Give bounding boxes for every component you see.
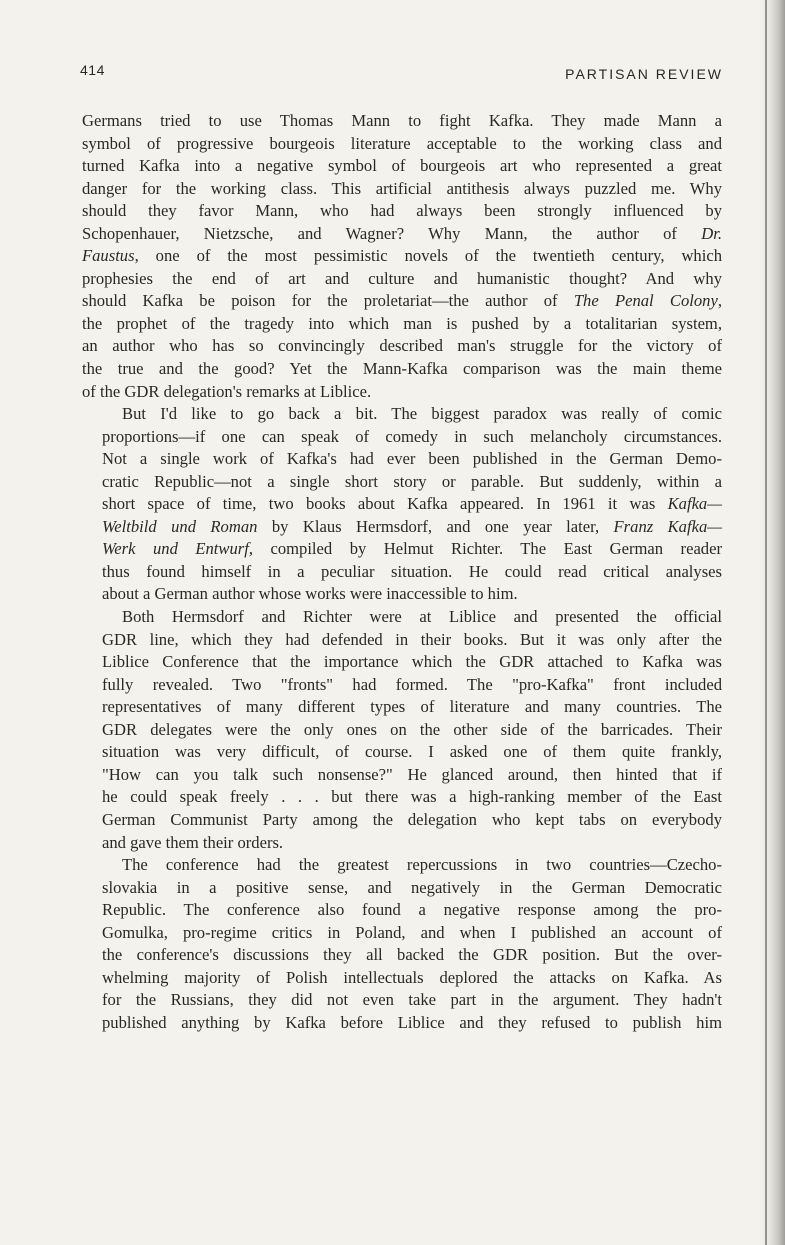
text-line: whelming majority of Polish intellectuals deplored the attacks on Kafka. As — [102, 967, 722, 987]
text-line: slovakia in a positive sense, and negatively in the German Democratic — [102, 877, 722, 897]
italic-title: Dr. — [701, 223, 722, 243]
page-header — [0, 62, 785, 84]
paragraph-1 — [82, 110, 722, 403]
text-line: symbol of progressive bourgeois literature acceptable to the working class and — [82, 133, 722, 153]
text-line: for the Russians, they did not even take part in the argument. They hadn't — [102, 990, 722, 1010]
text-line: GDR delegates were the only ones on the other side of the barricades. Their — [102, 719, 722, 739]
text-line: Werk und Entwurf, compiled by Helmut Richter. The East German reader — [102, 539, 722, 559]
page-edge-shadow — [759, 0, 785, 1245]
text-line: Germans tried to use Thomas Mann to fight Kafka. They made Mann a — [82, 111, 722, 130]
text-line: representatives of many different types of literature and many countries. The — [102, 697, 722, 717]
text-line: But I'd like to go back a bit. The biggest paradox was really of comic — [122, 404, 722, 424]
text-line: Weltbild und Roman by Klaus Hermsdorf, and one year later, Franz Kafka— — [102, 516, 722, 536]
paragraph-3 — [82, 606, 722, 854]
text-line: situation was very difficult, of course. I asked one of them quite frankly, — [102, 742, 722, 762]
text-line: The conference had the greatest repercussions in two countries—Czecho- — [122, 855, 722, 875]
text-line: Faustus, one of the most pessimistic novels of the twentieth century, which — [82, 246, 722, 266]
text-line: "How can you talk such nonsense?" He glanced around, then hinted that if — [102, 764, 722, 784]
text-line: the conference's discussions they all backed the GDR position. But the over- — [102, 945, 722, 965]
text-line: GDR line, which they had defended in their books. But it was only after the — [102, 629, 722, 649]
running-head: PARTISAN REVIEW — [565, 66, 723, 82]
text-line: Schopenhauer, Nietzsche, and Wagner? Why Mann, the author of Dr. — [82, 223, 722, 243]
italic-title: Werk und Entwurf — [102, 539, 249, 559]
page-number: 414 — [80, 62, 105, 78]
text-line: should they favor Mann, who had always been strongly influenced by — [82, 201, 722, 221]
text-line: an author who has so convincingly described man's struggle for the victory of — [82, 336, 722, 356]
text-line: danger for the working class. This artificial antithesis always puzzled me. Why — [82, 178, 722, 198]
text-line: Gomulka, pro-regime critics in Poland, and when I published an account of — [102, 922, 722, 942]
text-line: of the GDR delegation's remarks at Liblice. — [82, 381, 372, 401]
binding-edge-line — [765, 0, 767, 1245]
text-line: short space of time, two books about Kafka appeared. In 1961 it was Kafka— — [102, 494, 722, 514]
italic-title: Kafka— — [667, 494, 722, 514]
italic-title: Faustus — [82, 246, 135, 266]
italic-title: The Penal Colony — [573, 291, 718, 311]
text-line: the prophet of the tragedy into which man is pushed by a totalitarian system, — [82, 313, 722, 333]
paragraph-4 — [82, 854, 722, 1034]
text-line: fully revealed. Two "fronts" had formed. The "pro-Kafka" front included — [102, 674, 722, 694]
text-line: German Communist Party among the delegation who kept tabs on everybody — [102, 809, 722, 829]
paragraph-2 — [82, 403, 722, 606]
text-line: turned Kafka into a negative symbol of bourgeois art who represented a great — [82, 156, 722, 176]
text-line: prophesies the end of art and culture and humanistic thought? And why — [82, 268, 722, 288]
text-line: Liblice Conference that the importance which the GDR attached to Kafka was — [102, 652, 722, 672]
text-line: Not a single work of Kafka's had ever been published in the German Demo- — [102, 449, 722, 469]
text-line: thus found himself in a peculiar situation. He could read critical analyses — [102, 561, 722, 581]
text-line: Both Hermsdorf and Richter were at Liblice and presented the official — [122, 607, 722, 627]
text-line: Republic. The conference also found a negative response among the pro- — [102, 900, 722, 920]
italic-title: Weltbild und Roman — [102, 516, 258, 536]
text-line: should Kafka be poison for the proletariat—the author of The Penal Colony, — [82, 291, 722, 311]
text-line: he could speak freely . . . but there was a high-ranking member of the East — [102, 787, 722, 807]
text-line: published anything by Kafka before Liblice and they refused to publish him — [102, 1012, 722, 1032]
italic-title: Franz Kafka— — [613, 516, 722, 536]
text-line: proportions—if one can speak of comedy in such melancholy circumstances. — [102, 426, 722, 446]
text-line: about a German author whose works were inaccessible to him. — [102, 584, 518, 604]
text-line: and gave them their orders. — [102, 832, 284, 852]
text-line: cratic Republic—not a single short story or parable. But suddenly, within a — [102, 471, 722, 491]
text-line: the true and the good? Yet the Mann-Kafka comparison was the main theme — [82, 359, 722, 379]
body-text — [82, 110, 722, 1034]
